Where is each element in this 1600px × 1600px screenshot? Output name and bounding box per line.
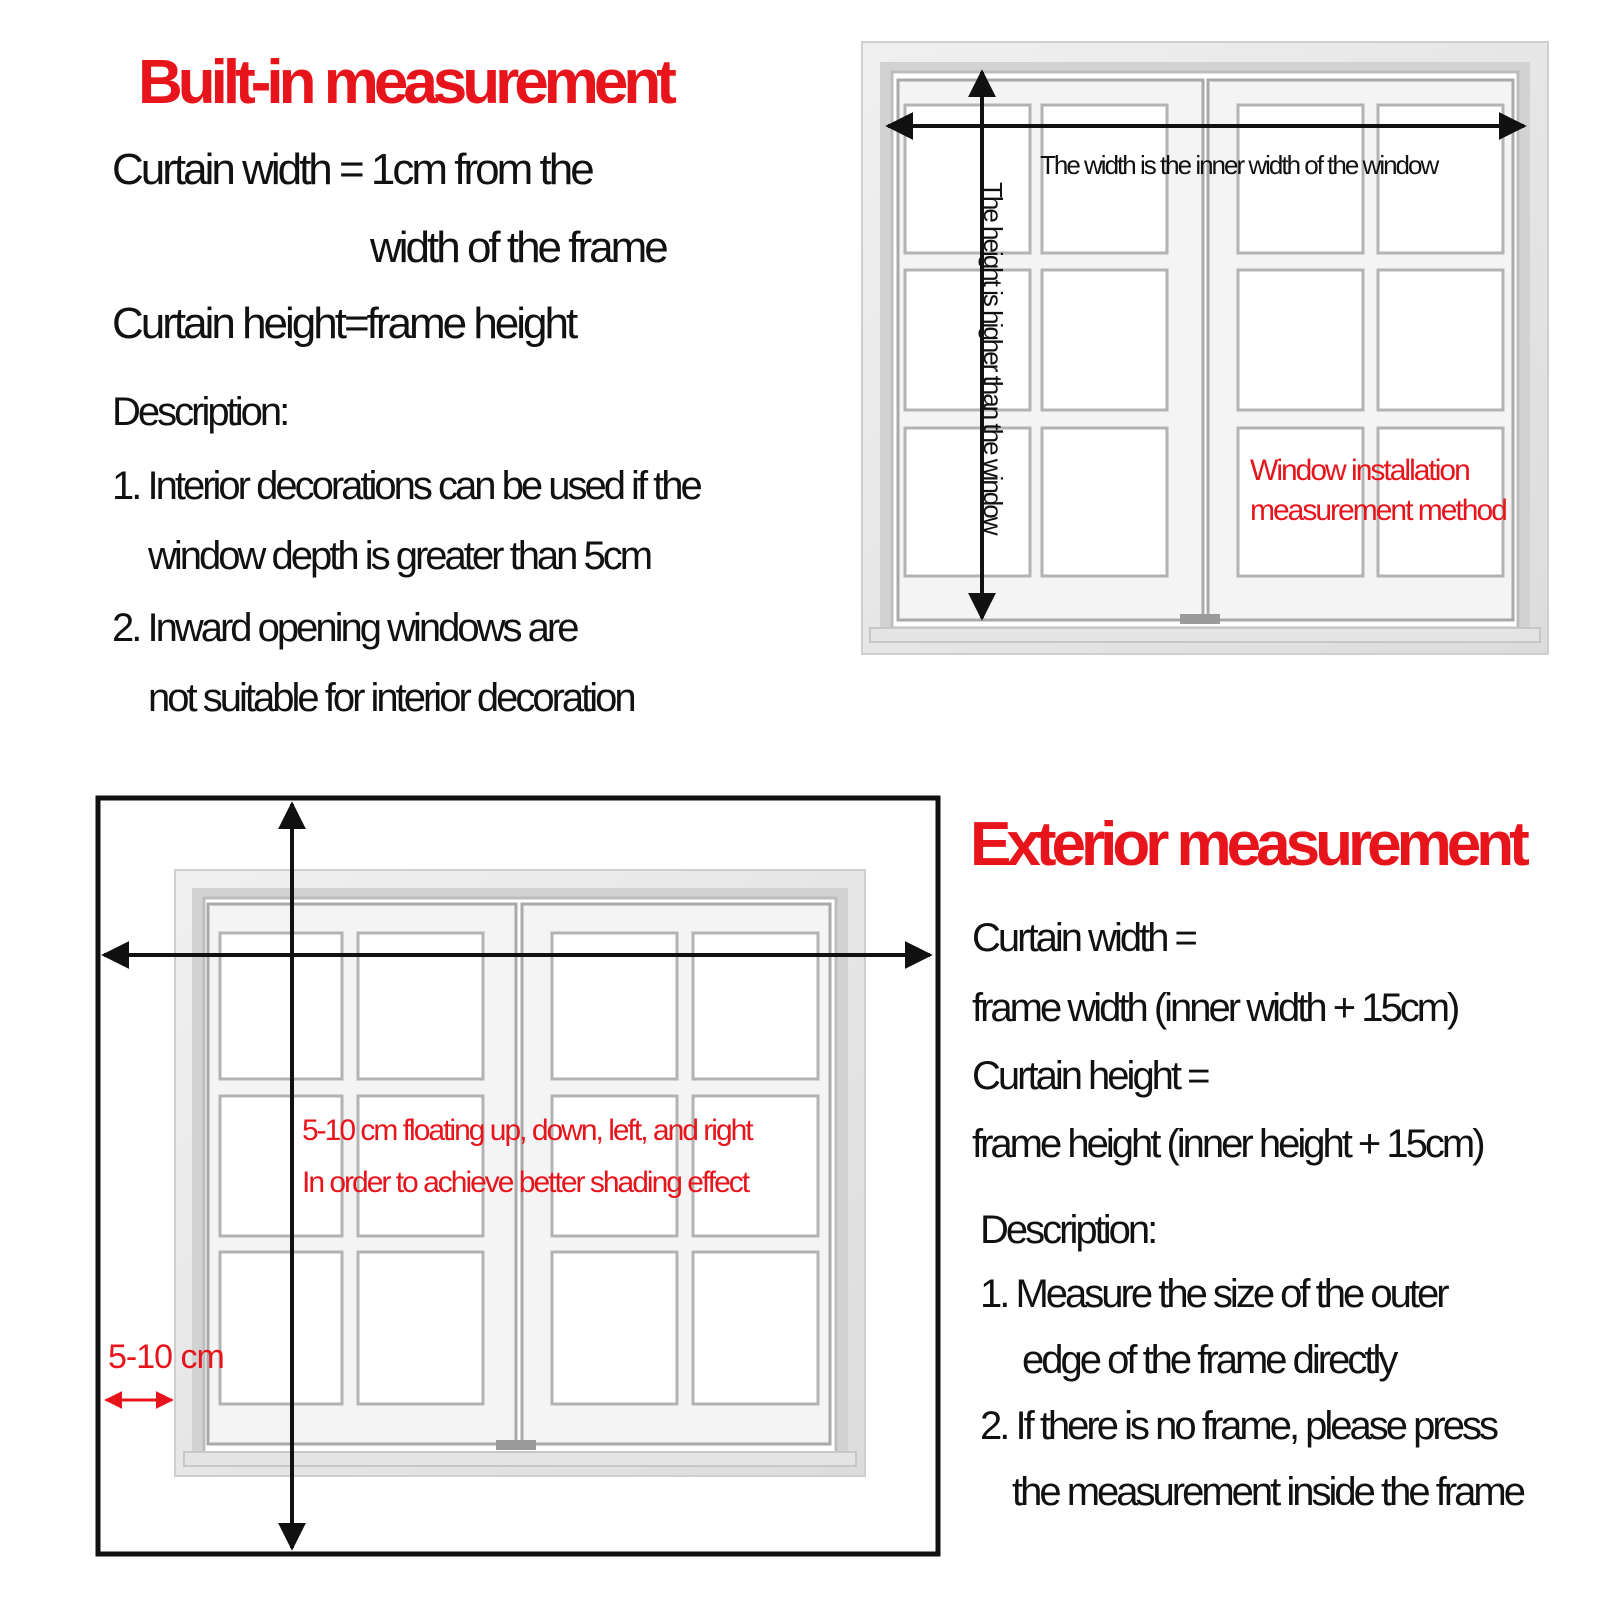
exterior-height-label: Curtain height = <box>972 1054 1208 1098</box>
builtin-description-label: Description: <box>112 390 288 434</box>
builtin-width-line1: Curtain width = 1cm from the <box>112 145 592 194</box>
exterior-height-formula: frame height (inner height + 15cm) <box>972 1122 1483 1166</box>
exterior-description-label: Description: <box>980 1208 1156 1252</box>
exterior-item1-line1: 1. Measure the size of the outer <box>980 1272 1447 1316</box>
builtin-height-line: Curtain height=frame height <box>112 299 576 348</box>
floating-note-line1: 5-10 cm floating up, down, left, and right <box>302 1114 752 1147</box>
builtin-width-note: The width is the inner width of the window <box>1040 150 1438 180</box>
builtin-title: Built-in measurement <box>138 48 672 117</box>
margin-label: 5-10 cm <box>108 1338 224 1376</box>
builtin-window-illustration <box>862 42 1548 654</box>
floating-note-line2: In order to achieve better shading effect <box>302 1166 749 1199</box>
exterior-item1-line2: edge of the frame directly <box>1022 1338 1396 1382</box>
builtin-width-line2: width of the frame <box>370 223 666 272</box>
exterior-width-formula: frame width (inner width + 15cm) <box>972 986 1458 1030</box>
exterior-title: Exterior measurement <box>970 810 1525 879</box>
exterior-item2-line2: the measurement inside the frame <box>1012 1470 1523 1514</box>
builtin-item2-line1: 2. Inward opening windows are <box>112 606 577 650</box>
exterior-width-label: Curtain width = <box>972 916 1195 960</box>
builtin-item2-line2: not suitable for interior decoration <box>148 676 634 720</box>
exterior-item2-line1: 2. If there is no frame, please press <box>980 1404 1496 1448</box>
builtin-item1-line2: window depth is greater than 5cm <box>148 534 651 578</box>
install-method-line1: Window installation <box>1250 454 1469 487</box>
builtin-item1-line1: 1. Interior decorations can be used if the <box>112 464 700 508</box>
builtin-height-note: The height is higher than the window <box>978 182 1008 534</box>
install-method-line2: measurement method <box>1250 494 1506 527</box>
